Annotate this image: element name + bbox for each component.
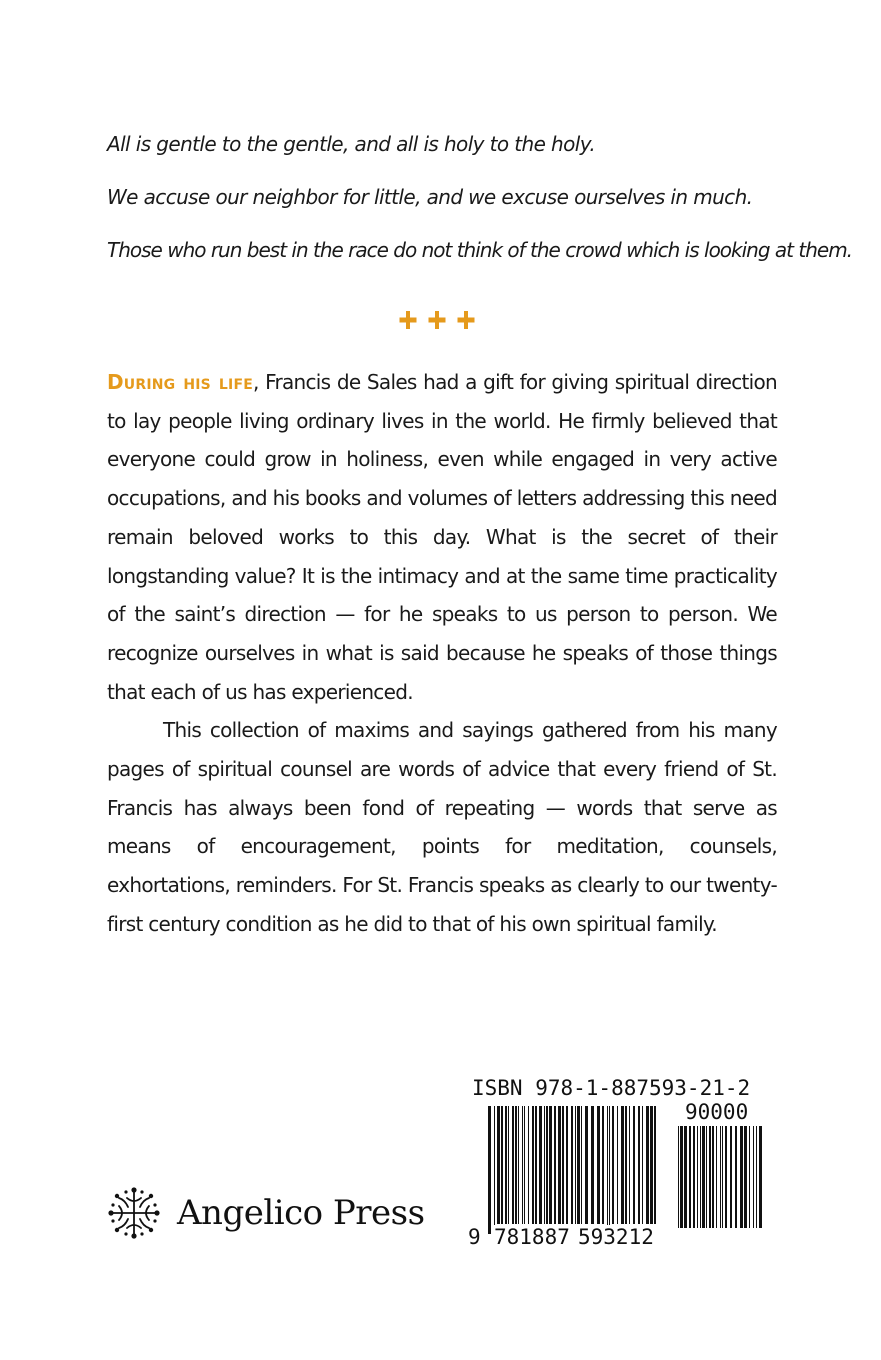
barcode-bar (759, 1126, 762, 1228)
barcode-bar (722, 1126, 723, 1228)
barcode-bar (494, 1106, 495, 1234)
barcode-bar (612, 1106, 614, 1224)
barcode-bar (730, 1126, 732, 1228)
barcode-bar (585, 1106, 588, 1224)
barcode-bar (528, 1106, 529, 1224)
barcode-bar (720, 1126, 721, 1228)
barcode-bar (650, 1106, 653, 1224)
barcode-bar (702, 1126, 705, 1228)
publisher-name: Angelico Press (177, 1193, 425, 1233)
barcode-bar (625, 1106, 627, 1224)
barcode-bar (646, 1106, 649, 1224)
barcode-bar (678, 1126, 679, 1228)
paragraph-1-text: , Francis de Sales had a gift for giving spiritual direction to lay people living ordinary lives in the world. He firmly believed that everyone could grow in holiness, even while engaged in very active occupations, and his books and volumes of letters addressing this need remain beloved works to this day. What is the secret of their longstanding value? It is the intimacy and at the same time practicality of the saint’s direction — for he speaks to us person to person. We recognize ourselves in what is said because he speaks of those things that each of us has experienced. (107, 370, 778, 704)
barcode-bar (680, 1126, 683, 1228)
quote-1: All is gentle to the gentle, and all is holy to the holy. (107, 132, 596, 156)
description-paragraph-2: This collection of maxims and sayings gathered from his many pages of spiritual counsel are words of advice that every friend of St. Francis has always been fond of repeating — words that serve as means of encouragement, points for meditation, counsels, exhortations, reminders. For St. Francis speaks as clearly to our twenty-first century condition as he did to that of his own spiritual family. (107, 718, 777, 936)
barcode-bar (549, 1106, 552, 1224)
barcode-bar (740, 1126, 743, 1228)
barcode-bar (539, 1106, 542, 1224)
barcode-bar (700, 1126, 701, 1228)
isbn-barcode (462, 1076, 772, 1251)
barcode-bar (577, 1106, 580, 1224)
barcode-bar (756, 1126, 757, 1228)
barcode-bar (535, 1106, 537, 1224)
barcode-bar (709, 1126, 711, 1228)
barcode-bar (607, 1106, 608, 1234)
quote-3: Those who run best in the race do not think of the crowd which is looking at them. (107, 238, 853, 262)
barcode-bar (518, 1106, 519, 1224)
barcode-bar (497, 1106, 500, 1224)
lead-in-smallcaps: During his life (107, 370, 253, 394)
barcode-bar (488, 1106, 491, 1234)
barcode-bar (753, 1126, 754, 1228)
barcode-bar (725, 1126, 727, 1228)
angelico-cross-logo-icon (105, 1184, 163, 1242)
ean-first-digit: 9 (468, 1225, 481, 1249)
barcode-bar (712, 1126, 714, 1228)
barcode-bar (597, 1106, 600, 1224)
barcode-bar (505, 1106, 507, 1224)
ean-right-group: 593212 (578, 1225, 654, 1249)
barcode-bar (546, 1106, 548, 1224)
publisher-logo (105, 1184, 425, 1242)
barcode-bar (633, 1106, 635, 1224)
barcode-bar (581, 1106, 582, 1224)
barcode-bar (602, 1106, 604, 1224)
barcode-bar (566, 1106, 568, 1224)
barcode-bar (684, 1126, 687, 1228)
barcode-bar (562, 1106, 564, 1224)
addon-code-label: 90000 (685, 1100, 749, 1124)
barcode-bar (744, 1126, 747, 1228)
barcode-bar (706, 1126, 707, 1228)
barcode-bar (522, 1106, 523, 1224)
barcode-bar (697, 1126, 698, 1228)
barcode-bar (654, 1106, 656, 1224)
barcode-bar (716, 1126, 717, 1228)
barcode-bar (512, 1106, 514, 1224)
barcode-bar (642, 1106, 643, 1224)
barcode-bar (508, 1106, 509, 1224)
barcode-bar (609, 1106, 610, 1234)
barcode-bar (591, 1106, 594, 1224)
quotes-block (107, 132, 853, 291)
barcode-bar (617, 1106, 618, 1224)
ean-left-group: 781887 (494, 1225, 570, 1249)
barcode-bar (735, 1126, 737, 1228)
barcode-bar (554, 1106, 556, 1224)
book-description (107, 363, 777, 944)
barcode-bar (749, 1126, 750, 1228)
barcode-bar (515, 1106, 517, 1224)
barcode-bar (575, 1106, 576, 1224)
isbn-label: ISBN 978-1-887593-21-2 (472, 1076, 751, 1100)
description-paragraph-1 (107, 363, 777, 711)
barcode-bar (544, 1106, 545, 1224)
barcode-bar (621, 1106, 624, 1224)
quote-2: We accuse our neighbor for little, and we excuse ourselves in much. (107, 185, 753, 209)
barcode-bar (558, 1106, 561, 1224)
barcode-bar (689, 1126, 691, 1228)
three-crosses-ornament (398, 307, 482, 333)
barcode-bar (571, 1106, 573, 1224)
barcode-bar (524, 1106, 525, 1224)
barcode-bar (638, 1106, 640, 1224)
barcode-bar (501, 1106, 503, 1224)
barcode-bar (532, 1106, 534, 1224)
barcode-bar (693, 1126, 695, 1228)
barcode-bar (629, 1106, 630, 1224)
